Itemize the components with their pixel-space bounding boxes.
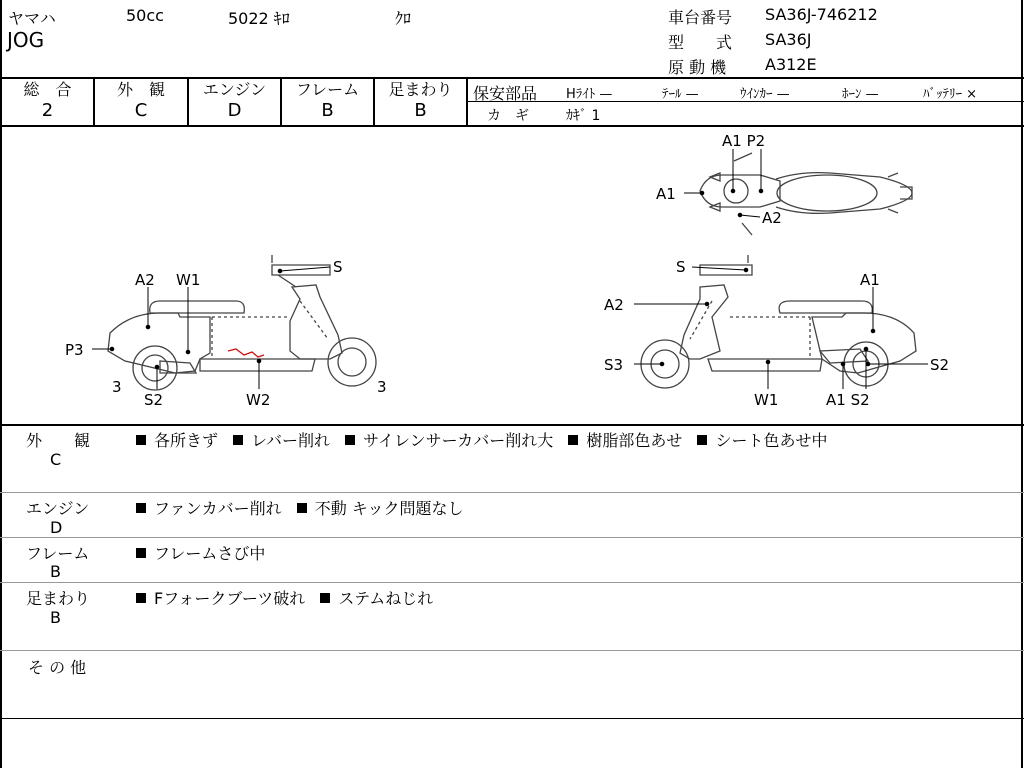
left-label-w1: W1	[176, 271, 201, 289]
color: ｸﾛ	[395, 9, 412, 28]
top-label-a2: A2	[762, 209, 782, 227]
type-value: SA36J	[765, 30, 812, 49]
section-suspension-title: 足まわり	[26, 589, 91, 608]
safety-battery: ﾊﾞｯﾃﾘｰ ×	[923, 87, 978, 102]
grade-frame-value: B	[321, 100, 334, 121]
left-label-p3: P3	[65, 341, 84, 359]
frame-no: SA36J-746212	[765, 5, 878, 24]
left-label-3-left: 3	[112, 378, 122, 396]
right-label-a1s2: A1 S2	[826, 391, 870, 409]
safety-taillight: ﾃｰﾙ —	[662, 87, 699, 102]
divider-exterior	[0, 492, 1024, 493]
key-label: カ ギ	[487, 108, 529, 124]
section-frame-title: フレーム	[26, 544, 90, 563]
left-label-3-right: 3	[377, 378, 387, 396]
section-frame-grade: B	[50, 562, 61, 581]
bullet-icon	[136, 435, 146, 445]
remark-item: シート色あせ中	[715, 431, 828, 450]
right-label-s2: S2	[930, 356, 950, 374]
remark-item: サイレンサーカバー削れ大	[363, 431, 554, 450]
key-value: ｶｷﾞ 1	[566, 108, 601, 124]
grade-total-value: 2	[41, 100, 54, 121]
grade-exterior-value: C	[134, 100, 148, 121]
maker: ヤマハ	[8, 9, 56, 28]
bullet-icon	[233, 435, 243, 445]
bullet-icon	[697, 435, 707, 445]
bullet-icon	[320, 593, 330, 603]
section-suspension-grade: B	[50, 608, 61, 627]
damage-diagram	[0, 127, 1024, 424]
remark-item: フレームさび中	[154, 544, 266, 563]
bullet-icon	[136, 593, 146, 603]
grade-engine-label: エンジン	[202, 80, 267, 99]
bullet-icon	[136, 548, 146, 558]
grade-total-label: 総 合	[23, 80, 72, 99]
right-label-a2: A2	[604, 296, 624, 314]
left-label-w2: W2	[246, 391, 271, 409]
damage-mark	[228, 349, 264, 357]
top-label-a1: A1	[656, 185, 676, 203]
divider-engine	[0, 537, 1024, 538]
grade-suspension-label: 足まわり	[388, 80, 453, 99]
divider-diagram-bottom	[0, 424, 1024, 426]
remark-item: Fフォークブーツ破れ	[154, 589, 306, 608]
left-label-a2: A2	[135, 271, 155, 289]
safety-headlight: Hﾗｲﾄ —	[566, 87, 613, 102]
right-label-w1: W1	[754, 391, 779, 409]
section-other-title: そ の 他	[28, 658, 87, 677]
section-exterior-items	[136, 428, 837, 451]
right-label-a1: A1	[860, 271, 880, 289]
grade-sep-5	[466, 78, 468, 126]
remark-item: 樹脂部色あせ	[586, 431, 683, 450]
grade-suspension	[375, 80, 466, 122]
mileage: 5022 ｷﾛ	[228, 9, 290, 28]
top-label-a1p2: A1 P2	[722, 132, 766, 150]
bullet-icon	[345, 435, 355, 445]
scooter-top-view	[700, 153, 912, 235]
grade-engine-value: D	[227, 100, 242, 121]
divider-suspension	[0, 650, 1024, 651]
remark-item: ステムねじれ	[338, 589, 434, 608]
grade-exterior	[95, 80, 187, 122]
divider-other	[0, 718, 1024, 719]
section-exterior-title: 外 観	[26, 431, 91, 450]
remark-item: 不動 キック問題なし	[314, 499, 464, 518]
model-name: JOG	[7, 28, 45, 52]
frame-no-label: 車台番号	[668, 8, 733, 27]
grade-engine	[189, 80, 280, 122]
section-engine-grade: D	[50, 518, 63, 537]
divider-frame	[0, 582, 1024, 583]
remark-item: レバー削れ	[251, 431, 330, 450]
bullet-icon	[297, 503, 307, 513]
grade-total	[2, 80, 93, 122]
remark-item: 各所きず	[154, 431, 219, 450]
bullet-icon	[568, 435, 578, 445]
safety-winker: ｳｲﾝｶｰ —	[740, 87, 790, 102]
section-frame-items	[136, 541, 275, 564]
section-exterior-grade: C	[50, 450, 62, 469]
type-label: 型 式	[668, 33, 733, 52]
grade-frame-label: フレーム	[295, 80, 360, 99]
left-label-s2: S2	[144, 391, 164, 409]
engine-label: 原 動 機	[668, 58, 727, 77]
divider-header	[0, 77, 1024, 79]
section-engine-title: エンジン	[26, 499, 90, 518]
section-engine-items	[136, 496, 474, 519]
safety-label: 保安部品	[473, 84, 538, 103]
remark-item: ファンカバー削れ	[154, 499, 282, 518]
section-suspension-items	[136, 586, 443, 609]
grade-frame	[282, 80, 373, 122]
left-label-s: S	[333, 258, 343, 276]
right-label-s3: S3	[604, 356, 624, 374]
displacement: 50cc	[126, 6, 164, 25]
engine-value: A312E	[765, 55, 817, 74]
grade-suspension-value: B	[414, 100, 427, 121]
bullet-icon	[136, 503, 146, 513]
safety-horn: ﾎｰﾝ —	[842, 87, 879, 102]
right-label-s: S	[676, 258, 686, 276]
grade-exterior-label: 外 観	[116, 80, 165, 99]
